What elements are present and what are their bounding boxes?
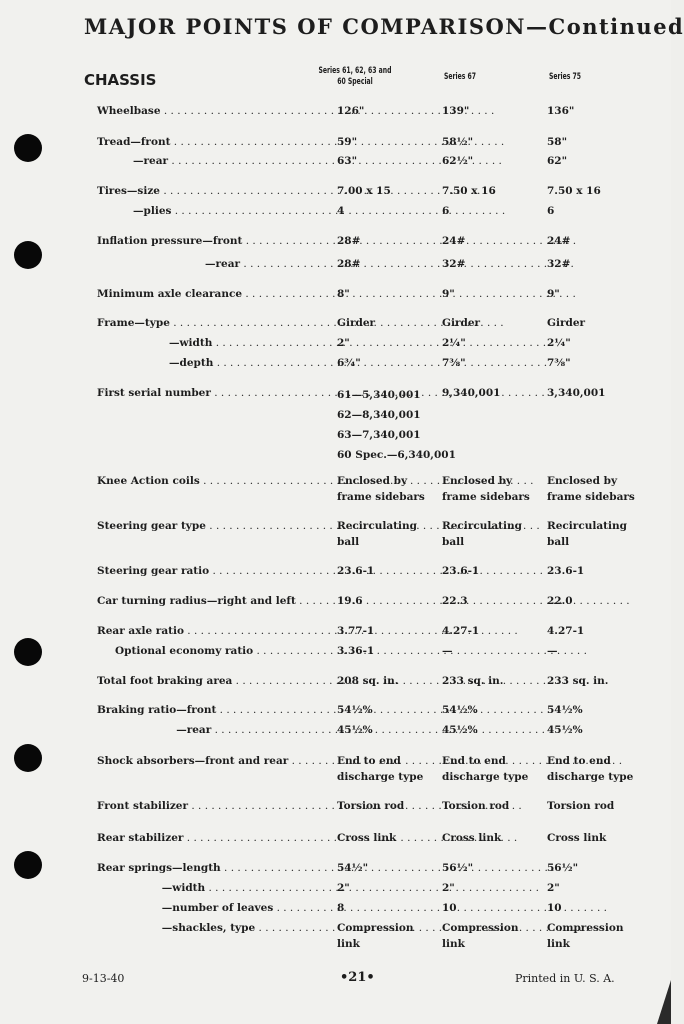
footer-printed: Printed in U. S. A. — [515, 972, 615, 985]
row-value: 56½" — [442, 862, 474, 874]
row-value: End to end discharge type — [337, 755, 424, 783]
row-value: 7.50 x 16 — [547, 185, 601, 197]
row-label: —rear . . . — [205, 254, 252, 274]
row-label: Knee Action coils . . . — [97, 471, 315, 491]
row-value: 61—5,340,001 62—8,340,001 63—7,340,001 60 Spec.—6,340,001 — [337, 389, 456, 461]
row-value: 4.27-1 — [547, 625, 585, 637]
row-value: 28# — [337, 258, 361, 270]
row-value: — — [442, 645, 453, 657]
row-value: 19.6 — [337, 595, 363, 607]
row-label: Inflation pressure—front . . . — [97, 231, 319, 251]
row-label: Rear springs—length . . . — [97, 858, 322, 878]
row-value: — — [547, 645, 558, 657]
row-value: 58½" — [442, 136, 474, 148]
row-label: Minimum axle clearance . . . — [97, 284, 322, 304]
row-value: 2" — [337, 337, 350, 349]
row-value: 3.36-1 — [337, 645, 375, 657]
row-value: 32# — [442, 258, 466, 270]
binder-hole — [14, 638, 42, 666]
row-value: Recirculating ball — [337, 520, 417, 548]
row-value: 208 sq. in. — [337, 675, 399, 687]
row-value: 54½" — [337, 862, 369, 874]
row-label: —rear . . . — [133, 151, 307, 171]
row-label: —number of leaves . . . — [162, 898, 247, 918]
row-value: 6 — [442, 205, 450, 217]
row-value: 3,340,001 — [547, 387, 606, 399]
row-value: 6¾" — [337, 357, 361, 369]
row-value: 54½% — [337, 704, 373, 716]
row-value: Girder — [442, 317, 481, 329]
row-value: Recirculating ball — [547, 520, 627, 548]
row-value: 9" — [547, 288, 560, 300]
row-value: 32# — [547, 258, 571, 270]
row-value: 23.6-1 — [442, 565, 480, 577]
row-label: —rear . . . — [176, 720, 257, 740]
row-label: Frame—type . . . — [97, 313, 322, 333]
row-value: Enclosed by frame sidebars — [442, 475, 530, 503]
row-value: 45½% — [547, 724, 583, 736]
row-value: Torsion rod — [442, 800, 510, 812]
row-value: 62" — [547, 155, 568, 167]
row-value: 2¼" — [442, 337, 466, 349]
binder-hole — [14, 134, 42, 162]
column-header-series-61: Series 61, 62, 63 and 60 Special — [318, 66, 392, 87]
row-value: 4.27-1 — [442, 625, 480, 637]
row-value: 23.6-1 — [337, 565, 375, 577]
row-value: 8" — [337, 288, 350, 300]
row-value: 62½" — [442, 155, 474, 167]
row-value: 9" — [442, 288, 455, 300]
column-header-series-67: Series 67 — [443, 72, 477, 82]
row-label: First serial number . . . — [97, 383, 322, 403]
row-value: Recirculating ball — [442, 520, 522, 548]
row-value: 126" — [337, 105, 365, 117]
row-value: Cross link — [547, 832, 607, 844]
row-label: Rear axle ratio . . . — [97, 621, 322, 641]
row-value: 2" — [337, 882, 350, 894]
row-label: —shackles, type . . . — [162, 918, 247, 938]
row-label: Optional economy ratio . . . — [115, 641, 307, 661]
row-value: 23.6-1 — [547, 565, 585, 577]
row-label: Total foot braking area . . . — [97, 671, 322, 691]
row-label: Braking ratio—front . . . — [97, 700, 322, 720]
row-value: 2" — [442, 882, 455, 894]
section-heading: CHASSIS — [84, 71, 157, 89]
row-value: 58" — [547, 136, 568, 148]
row-value: Enclosed by frame sidebars — [547, 475, 635, 503]
row-value: 7.50 x 16 — [442, 185, 496, 197]
row-value: 139" — [442, 105, 470, 117]
row-value: 7⅜" — [442, 357, 466, 369]
row-label: Tires—size . . . — [97, 181, 322, 201]
row-value: End to end discharge type — [547, 755, 634, 783]
row-value: 9,340,001 — [442, 387, 501, 399]
row-value: 54½% — [547, 704, 583, 716]
row-value: 10 — [442, 902, 457, 914]
row-label: —width . . . — [162, 878, 247, 898]
row-value: 7⅜" — [547, 357, 571, 369]
row-value: Girder — [337, 317, 376, 329]
row-value: 22.0 — [547, 595, 573, 607]
row-value: 28# — [337, 235, 361, 247]
row-label: Front stabilizer . . . — [97, 796, 322, 816]
row-label: Tread—front . . . — [97, 132, 322, 152]
row-value: 2¼" — [547, 337, 571, 349]
page-number: •21• — [340, 970, 375, 985]
row-value: Torsion rod — [337, 800, 405, 812]
row-label: Car turning radius—right and left . . . — [97, 591, 322, 611]
row-value: 24# — [547, 235, 571, 247]
row-value: 24# — [442, 235, 466, 247]
row-value: 233 sq. in. — [442, 675, 504, 687]
row-value: End to end discharge type — [442, 755, 529, 783]
row-value: Enclosed by frame sidebars — [337, 475, 425, 503]
row-value: Compression link — [442, 922, 519, 950]
row-value: 22.3 — [442, 595, 468, 607]
row-value: Girder — [547, 317, 586, 329]
row-label: —plies . . . — [133, 201, 307, 221]
row-label: —depth . . . — [169, 353, 282, 373]
row-label: Wheelbase . . . — [97, 101, 322, 121]
row-value: 45½% — [442, 724, 478, 736]
row-value: 45½% — [337, 724, 373, 736]
row-label: Rear stabilizer . . . — [97, 828, 322, 848]
row-label: —width . . . — [169, 333, 282, 353]
page-corner — [657, 980, 671, 1024]
row-label: Steering gear type . . . — [97, 516, 315, 536]
binder-hole — [14, 851, 42, 879]
row-value: 59" — [337, 136, 358, 148]
row-value: 3.77-1 — [337, 625, 375, 637]
row-value: Cross link — [442, 832, 502, 844]
row-value: 6 — [547, 205, 555, 217]
row-value: 8 — [337, 902, 345, 914]
row-value: 4 — [337, 205, 345, 217]
row-value: Compression link — [547, 922, 624, 950]
row-value: 56½" — [547, 862, 579, 874]
row-value: 63" — [337, 155, 358, 167]
row-value: 136" — [547, 105, 575, 117]
row-value: 54½% — [442, 704, 478, 716]
row-label: Steering gear ratio . . . — [97, 561, 322, 581]
row-value: 2" — [547, 882, 560, 894]
row-value: Compression link — [337, 922, 414, 950]
row-value: Cross link — [337, 832, 397, 844]
page-title: MAJOR POINTS OF COMPARISON—Continued — [84, 14, 684, 39]
footer-date: 9-13-40 — [82, 972, 125, 985]
column-header-series-75: Series 75 — [548, 72, 582, 82]
row-value: 7.00 x 15 — [337, 185, 391, 197]
binder-hole — [14, 744, 42, 772]
binder-hole — [14, 241, 42, 269]
row-value: Torsion rod — [547, 800, 615, 812]
row-value: 233 sq. in. — [547, 675, 609, 687]
row-label: Shock absorbers—front and rear . . . — [97, 751, 322, 771]
row-value: 10 — [547, 902, 562, 914]
